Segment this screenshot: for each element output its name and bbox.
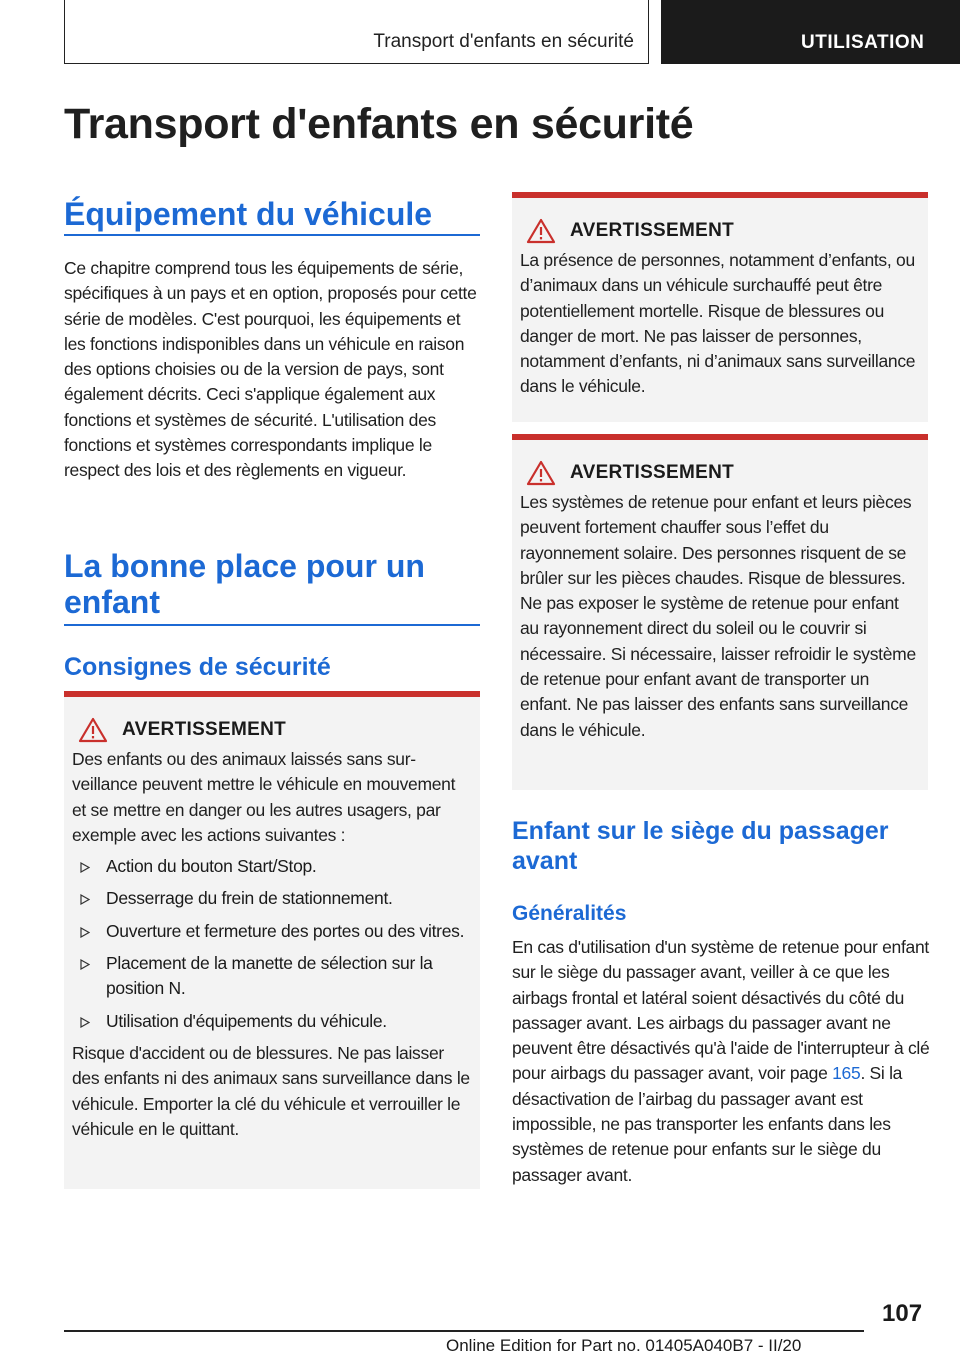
list-item: Desserrage du frein de stationnement.: [72, 886, 472, 911]
warning-title: AVERTISSEMENT: [570, 220, 735, 241]
list-item: Placement de la manette de sélection sur la position N.: [72, 951, 472, 1002]
warning-box-unattended: [64, 691, 480, 1189]
warning-text: Des enfants ou des animaux laissés sans surveillance peuvent mettre le véhicule en mouvement et se mettre en danger ou les autres usagers, par exemple avec les actions suivantes :: [72, 749, 456, 845]
heading-bonne-place: La bonne place pour un enfant: [64, 548, 425, 620]
warning-text: Les systèmes de retenue pour enfant et leurs pièces peuvent fortement chauffer sous l’effet du rayonnement solaire. Des personnes risquent de se brûler sur les pièces chaudes. Risque de blessures. Ne pas exposer le système de retenue pour enfant au rayonnement direct du soleil ou le couvrir si nécessaire. Si nécessaire, laisser refroidir le système de retenue pour enfant avant de transporter un enfant. Ne pas laisser des enfants sans surveillance dans le véhicule.: [520, 492, 916, 740]
warning-triangle-icon: [78, 717, 108, 743]
warning-triangle-icon: [526, 218, 556, 244]
warning-text: La présence de personnes, notamment d’enfants, ou d’animaux dans un véhicule surchauffé peut être potentiellement mortelle. Risque de blessures ou danger de mort. Ne pas laisser de personnes, notamment d’enfants, ni d’animaux sans surveillance dans le véhicule.: [520, 250, 916, 397]
warning-header: [520, 218, 920, 244]
heading-generalites: Généralités: [512, 902, 627, 925]
warning-closing-text: Risque d'accident ou de blessures. Ne pas laisser des enfants ni des animaux sans surveillance dans le véhicule. Emporter la clé du véhicule et verrouiller le véhicule en le quittant.: [72, 1042, 470, 1139]
warning-header: [72, 717, 472, 743]
header-section-title: Transport d'enfants en sécurité: [373, 31, 634, 52]
heading-equipement: Équipement du véhicule: [64, 196, 433, 232]
heading-siege-passager: Enfant sur le siège du passager avant: [512, 817, 889, 875]
bullet-triangle-icon: [80, 894, 90, 905]
bullet-triangle-icon: [80, 959, 90, 970]
page-number: 107: [882, 1300, 923, 1327]
warning-title: AVERTISSEMENT: [122, 719, 287, 740]
heading-rule: [64, 234, 480, 236]
warning-title: AVERTISSEMENT: [570, 462, 735, 483]
intro-paragraph: Ce chapitre comprend tous les équipements de série, spécifiques à un pays et en option, proposés pour cette série de modèles. C'est pourquoi, les équipements et les fonctions indisponibles dans un véhicule en raison des options choisies ou de la version de pays, sont également décrits. Ceci s'applique également aux fonctions et systèmes de sécurité. L'utilisation des fonctions et systèmes correspondants implique le respect des lois et des règlements en vigueur.: [64, 258, 477, 481]
warning-box-overheating: [512, 192, 928, 422]
list-item: Utilisation d'équipements du véhicule.: [72, 1009, 472, 1034]
bullet-triangle-icon: [80, 862, 90, 873]
footer-rule: [64, 1330, 864, 1332]
heading-rule: [64, 624, 480, 626]
warning-box-hot-seat: [512, 434, 928, 790]
generalites-paragraph: En cas d'utilisation d'un système de retenue pour enfant sur le siège du passager avant, veiller à ce que les airbags frontal et latéral soient désactivés du côté du passager avant. Les airbags du passager avant ne peuvent être désactivés qu'à l'aide de l'interrupteur à clé pour airbags du passager avant, voir page 165. Si la désactivation de l’airbag du passager avant est impossible, ne pas transporter les enfants dans les systèmes de retenue pour enfants sur le siège du passager avant.: [512, 937, 930, 1185]
header-chapter-title: UTILISATION: [801, 32, 925, 53]
heading-consignes: Consignes de sécurité: [64, 653, 331, 681]
page-link[interactable]: 165: [832, 1063, 861, 1084]
list-item: Action du bouton Start/Stop.: [72, 854, 472, 879]
header-chapter-tab: [661, 0, 960, 64]
footer-edition: Online Edition for Part no. 01405A040B7 - II/20: [446, 1336, 802, 1355]
warning-action-list: [72, 854, 472, 1034]
bullet-triangle-icon: [80, 1017, 90, 1028]
warning-triangle-icon: [526, 460, 556, 486]
bullet-triangle-icon: [80, 927, 90, 938]
warning-header: [520, 460, 920, 486]
list-item: Ouverture et fermeture des portes ou des vitres.: [72, 919, 472, 944]
header-section-tab: [64, 0, 649, 64]
page-title: Transport d'enfants en sécurité: [64, 100, 694, 148]
